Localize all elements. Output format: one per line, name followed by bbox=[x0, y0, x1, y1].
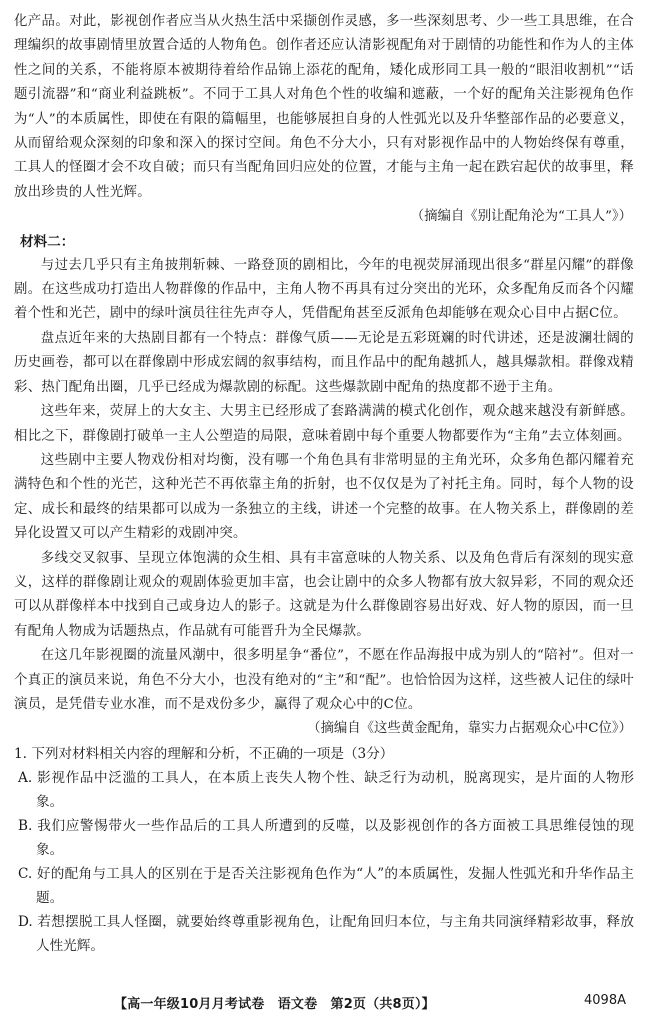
material2-paragraph: 这些剧中主要人物戏份相对均衡，没有哪一个角色具有非常明显的主角光环，众多角色都闪耀着充满特色和个性的光芒，这种光芒不再依靠主角的折射，也不仅仅是为了衬托主角。同时，每个人物的设定、成长和最终的结果都可以成为一条独立的主线，讲述一个完整的故事。在人物关系上，群像剧的差异化设置又可以产生精彩的戏剧冲突。 bbox=[14, 452, 634, 542]
material2-source: （摘编自《这些黄金配角，靠实力占据观众心中C位》） bbox=[307, 721, 632, 737]
question1-stem: 1. 下列对材料相关内容的理解和分析，不正确的一项是（3分） bbox=[14, 745, 394, 762]
question1-option-a: A. 影视作品中泛滥的工具人，在本质上丧失人物个性、缺乏行为动机，脱离现实，是片面的人物形象。 bbox=[18, 769, 634, 810]
material2-paragraph: 多线交叉叙事、呈现立体饱满的众生相、具有丰富意味的人物关系、以及角色背后有深刻的现实意义，这样的群像剧让观众的观剧体验更加丰富，也会让剧中的众多人物都有放大叙异彩，不同的观众还可以从群像样本中找到自己或身边人的影子。这就是为什么群像剧容易出好戏、好人物的原因，而一旦有配角人物成为话题热点，作品就有可能晋升为全民爆款。 bbox=[14, 550, 634, 639]
exam-page bbox=[14, 10, 634, 958]
material2-paragraph: 这些年来，荧屏上的大女主、大男主已经形成了套路满满的模式化创作，观众越来越没有新鲜感。相比之下，群像剧打破单一主人公塑造的局限，意味着剧中每个重要人物都要作为“主角”去立体刻画。 bbox=[14, 404, 634, 444]
material1-source: （摘编自《别让配角沦为“工具人”》） bbox=[410, 209, 632, 225]
material2-paragraph: 在这几年影视圈的流量风潮中，很多明星争“番位”，不愿在作品海报中成为别人的“陪衬”。但对一个真正的演员来说，角色不分大小，也没有绝对的“主”和“配”。也恰恰因为这样，这些被人记住的绿叶演员，是凭借专业水准，而不是戏份多少，赢得了观众心中的C位。 bbox=[14, 648, 634, 712]
page-footer bbox=[0, 993, 648, 1015]
question1-option-d: D. 若想摆脱工具人怪圈，就要始终尊重影视角色，让配角回归本位，与主角共同演绎精彩故事，释放人性光辉。 bbox=[18, 913, 634, 954]
footer-title: 【高一年级10月月考试卷 语文卷 第2页（共8页）】 bbox=[114, 997, 435, 1012]
question1-option-b: B. 我们应警惕带火一些作品后的工具人所遭到的反噬，以及影视创作的各方面被工具思维侵蚀的现象。 bbox=[18, 817, 634, 858]
material2-paragraph: 盘点近年来的大热剧目都有一个特点：群像气质——无论是五彩斑斓的时代讲述，还是波澜壮阔的历史画卷，都可以在群像剧中形成宏阔的叙事结构，而且作品中的配角越抓人，越具爆款相。群像戏精彩、热门配角出圈，几乎已经成为爆款剧的标配。这些爆款剧中配角的热度都不逊于主角。 bbox=[14, 330, 634, 395]
question1-option-c: C. 好的配角与工具人的区别在于是否关注影视角色作为“人”的本质属性，发掘人性弧光和升华作品主题。 bbox=[18, 865, 634, 906]
material2-paragraph: 与过去几乎只有主角披荆斩棘、一路登顶的剧相比，今年的电视荧屏涌现出很多“群星闪耀”的群像剧。在这些成功打造出人物群像的作品中，主角人物不再具有过分突出的光环，众多配角反而各个闪耀着个性和光芒，剧中的绿叶演员往往先声夺人，凭借配角甚至反派角色却能够在观众心目中占据C位。 bbox=[14, 257, 634, 322]
footer-code: 4098A bbox=[584, 993, 626, 1008]
material1-paragraph: 化产品。对此，影视创作者应当从火热生活中采撷创作灵感，多一些深刻思考、少一些工具思维，在合理编织的故事剧情里放置合适的人物角色。创作者还应认清影视配角对于剧情的功能性和作为人的主体性之间的关系，不能将原本被期待着给作品锦上添花的配角，矮化成形同工具一般的“眼泪收割机”“话题引流器”和“商业利益跳板”。不同于工具人对角色个性的收编和遮蔽，一个好的配角关注影视角色作为“人”的本质属性，即使在有限的篇幅里，也能够展担自身的人性弧光以及升华整部作品的必要意义，从而留给观众深刻的印象和深入的探讨空间。角色不分大小，只有对影视作品中的人物始终保有尊重，工具人的怪圈才会不攻自破；而只有当配角回归应处的位置，才能与主角一起在跌宕起伏的故事里，释放出珍贵的人性光辉。 bbox=[14, 14, 634, 200]
material2-heading: 材料二： bbox=[20, 233, 75, 250]
